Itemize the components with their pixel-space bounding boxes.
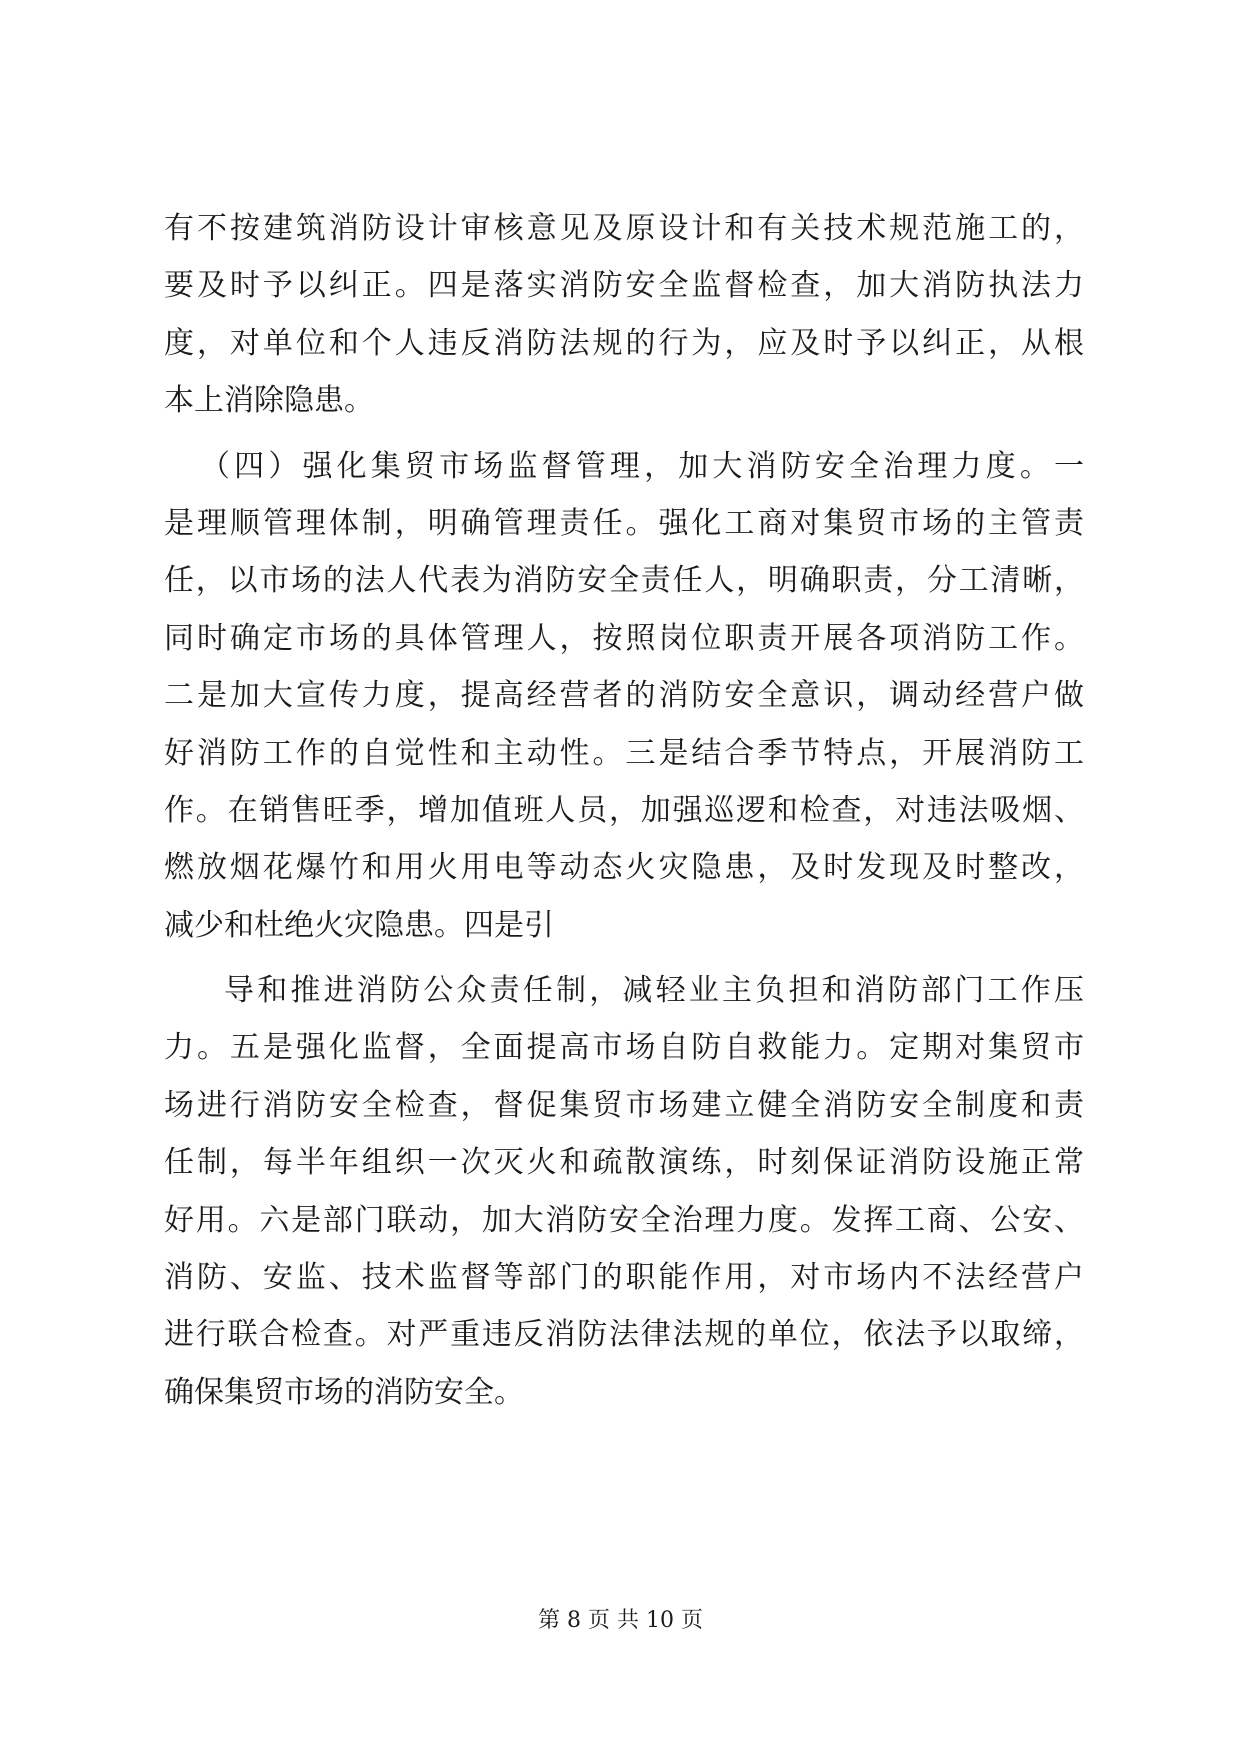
paragraph-line: 是理顺管理体制，明确管理责任。强化工商对集贸市场的主管责 [164,505,1084,541]
paragraph-line: （四）强化集贸市场监督管理，加大消防安全治理力度。一 [200,448,1084,484]
paragraph-2 [164,438,1084,955]
paragraph-line: 好用。六是部门联动，加大消防安全治理力度。发挥工商、公安、 [164,1202,1084,1238]
paragraph-line: 有不按建筑消防设计审核意见及原设计和有关技术规范施工的， [164,211,1084,246]
paragraph-line: 作。在销售旺季，增加值班人员，加强巡逻和检查，对违法吸烟、 [164,792,1084,828]
paragraph-line: 本上消除隐患。 [164,383,374,419]
paragraph-1 [164,200,1084,430]
paragraph-line: 确保集贸市场的消防安全。 [164,1374,524,1410]
paragraph-3 [164,962,1084,1421]
paragraph-line: 力。五是强化监督，全面提高市场自防自救能力。定期对集贸市 [164,1030,1084,1066]
paragraph-line: 任制，每半年组织一次灭火和疏散演练，时刻保证消防设施正常 [164,1145,1084,1181]
paragraph-line: 燃放烟花爆竹和用火用电等动态火灾隐患，及时发现及时整改， [164,850,1084,886]
paragraph-line: 减少和杜绝火灾隐患。四是引 [164,907,554,943]
page-number-footer: 第 8 页 共 10 页 [538,1608,703,1633]
paragraph-line: 同时确定市场的具体管理人，按照岗位职责开展各项消防工作。 [164,620,1084,656]
paragraph-line: 消防、安监、技术监督等部门的职能作用，对市场内不法经营户 [164,1260,1084,1296]
paragraph-line: 好消防工作的自觉性和主动性。三是结合季节特点，开展消防工 [164,735,1084,771]
paragraph-line: 导和推进消防公众责任制，减轻业主负担和消防部门工作压 [224,973,1084,1009]
paragraph-line: 任，以市场的法人代表为消防安全责任人，明确职责，分工清晰， [164,563,1084,599]
document-body [164,200,1084,1421]
paragraph-line: 二是加大宣传力度，提高经营者的消防安全意识，调动经营户做 [164,678,1084,714]
paragraph-line: 进行联合检查。对严重违反消防法律法规的单位，依法予以取缔， [164,1317,1084,1353]
paragraph-line: 度，对单位和个人违反消防法规的行为，应及时予以纠正，从根 [164,325,1084,361]
paragraph-line: 场进行消防安全检查，督促集贸市场建立健全消防安全制度和责 [164,1087,1084,1123]
paragraph-line: 要及时予以纠正。四是落实消防安全监督检查，加大消防执法力 [164,268,1084,304]
